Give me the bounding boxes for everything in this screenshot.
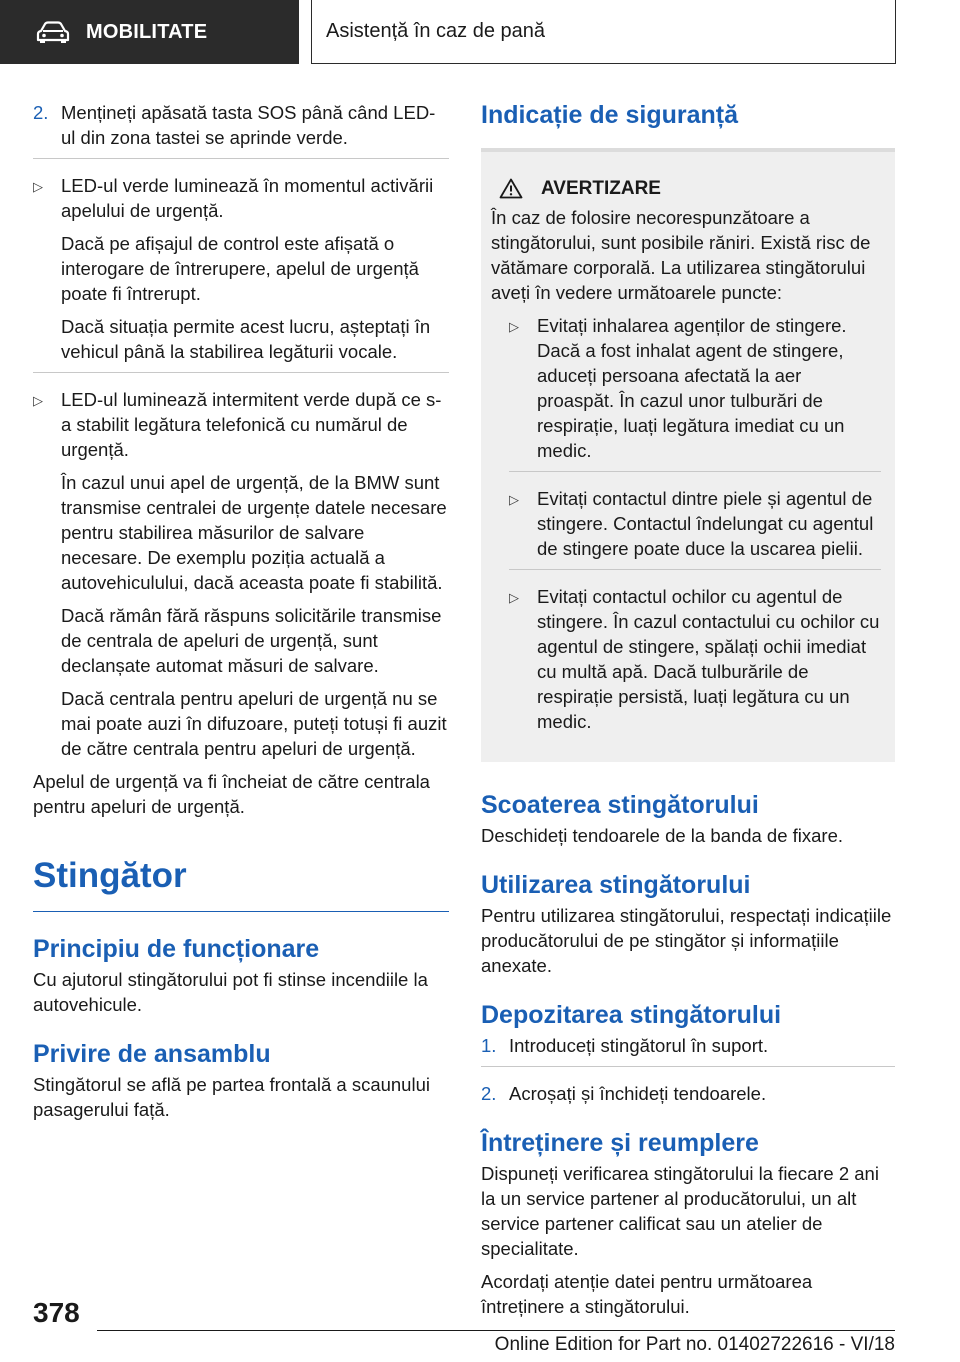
warning-box <box>481 152 895 762</box>
bullet-text: Evitați inhalarea agenților de stingere. Dacă a fost inhalat agent de stingere, aduceți persoana afectată la aer proaspăt. În cazul unor tulburări de respirație, luați legătura imediat cu un medic. <box>537 315 847 461</box>
divider <box>33 372 449 373</box>
closing-paragraph: Apelul de urgență va fi încheiat de către centrala pentru apeluri de urgență. <box>33 771 430 817</box>
heading-overview: Privire de ansamblu <box>33 1040 271 1068</box>
use-paragraph: Pentru utilizarea stingătorului, respectați indicațiile producătorului de pe stingător și informațiile anexate. <box>481 905 892 976</box>
step-number: 2. <box>481 1083 497 1104</box>
right-column <box>481 100 895 1327</box>
warning-triangle-icon <box>499 178 523 199</box>
step-text: Acroșați și închideți tendoarele. <box>509 1083 767 1104</box>
footer-rule <box>97 1330 895 1331</box>
bullet-text: LED-ul verde luminează în momentul activării apelului de urgență. <box>61 175 434 221</box>
warning-intro: În caz de folosire necorespunzătoare a stingătorului, sunt posibile răniri. Există risc de vătămare corporală. La utilizarea stingătorului aveți în vedere următoarele puncte: <box>491 207 871 303</box>
bullet-text: LED-ul luminează intermitent verde după ce s-a stabilit legătura telefonică cu numărul de urgență. <box>61 389 442 460</box>
divider <box>509 471 881 472</box>
bullet-green-led <box>33 173 449 364</box>
bullet-text: În cazul unui apel de urgență, de la BMW sunt transmise centralei de urgențe datele necesare pentru stabilirea măsurilor de salvare necesare. De exemplu poziția actuală a autovehiculului, dacă aceasta poate fi stabilită. <box>61 472 447 593</box>
heading-remove: Scoaterea stingătorului <box>481 791 759 819</box>
step-text: Mențineți apăsată tasta SOS până când LED-ul din zona tastei se aprinde verde. <box>61 102 436 148</box>
maintenance-paragraph: Acordați atenție datei pentru următoarea întreținere a stingătorului. <box>481 1271 813 1317</box>
chapter-title: Asistență în caz de pană <box>311 0 896 64</box>
warning-bullet-inhale <box>509 313 881 463</box>
heading-safety: Indicație de siguranță <box>481 100 895 152</box>
bullet-text: Dacă rămân fără răspuns solicitările transmise de centrala de apeluri de urgență, sunt declanșate automat măsuri de salvare. <box>61 605 442 676</box>
heading-use: Utilizarea stingătorului <box>481 871 751 899</box>
warning-bullet-eyes <box>509 584 881 734</box>
warning-bullet-skin <box>509 486 881 561</box>
step-number: 1. <box>481 1035 497 1056</box>
step-text: Introduceți stingătorul în suport. <box>509 1035 769 1056</box>
store-step-1 <box>481 1033 895 1058</box>
overview-paragraph: Stingătorul se află pe partea frontală a scaunului pasagerului față. <box>33 1074 430 1120</box>
step-number: 2. <box>33 102 49 123</box>
bullet-triangle-icon: ▷ <box>509 492 519 507</box>
store-step-2 <box>481 1081 895 1106</box>
maintenance-paragraph: Dispuneți verificarea stingătorului la fiecare 2 ani la un service partener al producătorului, un alt service partener calificat sau un atelier de specialitate. <box>481 1163 879 1259</box>
section-tab <box>0 0 299 64</box>
remove-paragraph: Deschideți tendoarele de la banda de fixare. <box>481 825 844 846</box>
bullet-blinking-led <box>33 387 449 761</box>
left-column <box>33 100 449 1130</box>
bullet-text: Dacă pe afișajul de control este afișată o interogare de întrerupere, apelul de urgență poate fi întrerupt. <box>61 233 419 304</box>
bullet-text: Dacă situația permite acest lucru, așteptați în vehicul până la stabilirea legăturii vocale. <box>61 316 431 362</box>
page-number: 378 <box>33 1297 80 1328</box>
bullet-text: Evitați contactul ochilor cu agentul de stingere. În cazul contactului cu ochilor cu agentul de stingere, spălați ochii imediat cu multă apă. Dacă tulburările de respirație persistă, luați legătura cu un medic. <box>537 586 880 732</box>
section-title: MOBILITATE <box>86 20 208 43</box>
principle-paragraph: Cu ajutorul stingătorului pot fi stinse incendiile la autovehicule. <box>33 969 428 1015</box>
warning-label: AVERTIZARE <box>541 178 661 199</box>
bullet-text: Dacă centrala pentru apeluri de urgență nu se mai poate auzi în difuzoare, puteți totuși fi auzit de către centrala pentru apeluri de urgență. <box>61 688 447 759</box>
edition-text: Online Edition for Part no. 01402722616 - VI/18 <box>494 1334 895 1355</box>
divider <box>481 1066 895 1067</box>
divider <box>33 158 449 159</box>
bullet-triangle-icon: ▷ <box>33 393 43 408</box>
bullet-triangle-icon: ▷ <box>509 319 519 334</box>
bullet-triangle-icon: ▷ <box>509 590 519 605</box>
heading-principle: Principiu de funcționare <box>33 935 320 963</box>
car-icon <box>36 21 70 43</box>
heading-maintenance: Întreținere și reumplere <box>481 1129 759 1157</box>
bullet-triangle-icon: ▷ <box>33 179 43 194</box>
heading-store: Depozitarea stingătorului <box>481 1001 782 1029</box>
divider <box>509 569 881 570</box>
bullet-text: Evitați contactul dintre piele și agentul de stingere. Contactul îndelungat cu agentul de stingere poate duce la uscarea pielii. <box>537 488 874 559</box>
step-2 <box>33 100 449 150</box>
warning-title <box>499 176 881 201</box>
heading-extinguisher: Stingător <box>33 855 449 912</box>
